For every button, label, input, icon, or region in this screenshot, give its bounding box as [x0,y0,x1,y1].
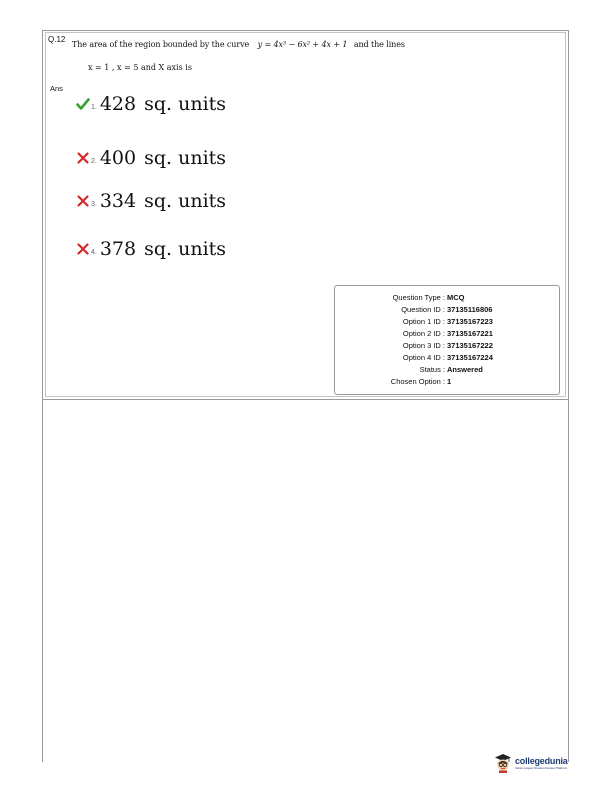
info-row-status: Status : Answered [419,365,483,374]
page-right-rule [568,400,569,762]
option-2[interactable] [76,145,226,171]
info-row-question-id: Question ID : 37135116806 [401,305,493,314]
logo-name: collegedunia [515,756,568,766]
logo-text [515,756,568,770]
question-info-box [334,285,560,395]
check-icon [76,97,90,111]
option-text [100,93,226,115]
info-row-option-2-id: Option 2 ID : 37135167221 [402,329,493,338]
option-unit: sq. units [144,93,227,115]
option-unit: sq. units [144,147,227,169]
option-number: 1. [91,104,97,111]
page-left-rule [42,400,43,762]
cross-icon [76,242,90,256]
option-value: 378 [99,238,137,260]
option-1[interactable] [76,91,226,117]
option-number: 3. [91,201,97,208]
graduate-mascot-icon [494,753,512,773]
cross-icon [76,151,90,165]
answer-label: Ans [50,84,63,93]
option-text [100,238,226,260]
option-unit: sq. units [144,190,227,212]
option-number: 4. [91,249,97,256]
question-text-before: The area of the region bounded by the curve [72,40,250,49]
option-value: 400 [99,147,137,169]
collegedunia-logo [494,753,568,773]
question-number: Q.12 [48,35,66,44]
option-value: 428 [99,93,137,115]
info-row-chosen-option: Chosen Option : 1 [390,377,452,386]
option-unit: sq. units [144,238,227,260]
question-line-2: x = 1 , x = 5 and X axis is [88,63,192,72]
cross-icon [76,194,90,208]
option-3[interactable] [76,188,226,214]
option-number: 2. [91,158,97,165]
option-text [100,147,226,169]
question-equation: y = 4x³ − 6x² + 4x + 1 [257,40,348,49]
logo-tagline: India's largest Student Review Platform [515,766,568,770]
option-4[interactable] [76,236,226,262]
option-value: 334 [99,190,137,212]
info-row-option-1-id: Option 1 ID : 37135167223 [402,317,493,326]
option-text [100,190,226,212]
info-row-option-3-id: Option 3 ID : 37135167222 [402,341,493,350]
info-row-question-type: Question Type : MCQ [392,293,465,302]
question-text-after: and the lines [353,40,405,49]
question-text [72,40,405,49]
info-row-option-4-id: Option 4 ID : 37135167224 [402,353,493,362]
